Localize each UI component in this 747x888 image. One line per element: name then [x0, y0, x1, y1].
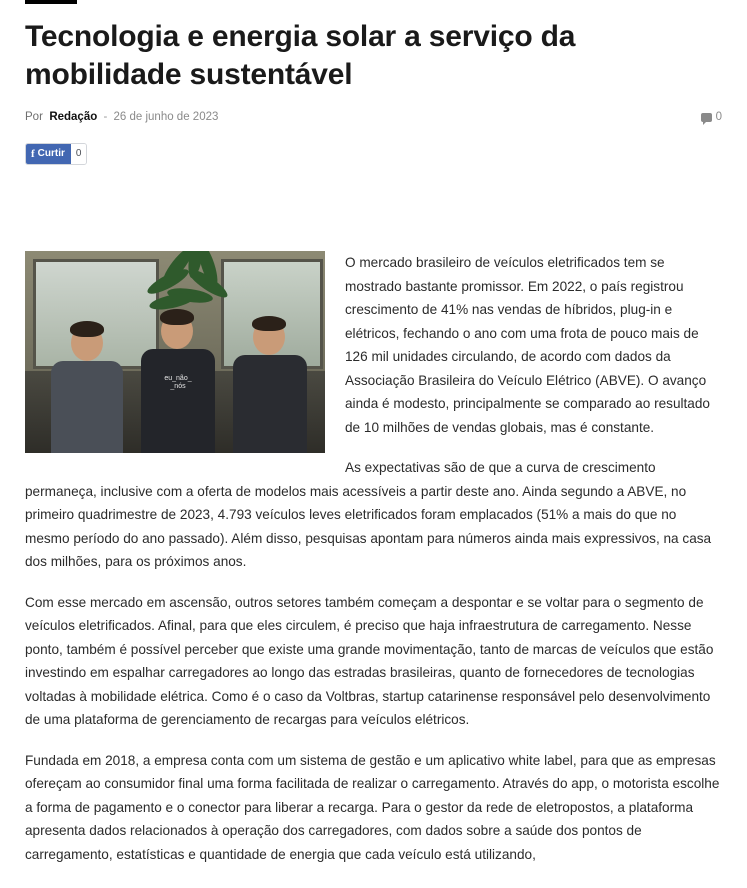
photo-person-right — [221, 313, 317, 453]
photo-person-center-hair — [160, 309, 194, 325]
article-container — [25, 0, 722, 866]
paragraph-2: As expectativas são de que a curva de crescimento permaneça, inclusive com a oferta de modelos mais acessíveis a partir deste ano. Ainda segundo a ABVE, no primeiro quadrimestre de 2023, 4.793 veículos leves eletrificados foram emplacados (51% a mais do que no mesmo período do ano passado). Além disso, pesquisas apontam para números ainda mais expressivos, na casa dos milhões, para os próximos anos. — [25, 460, 712, 569]
shirt-text: eu_não_ _nós — [164, 375, 192, 390]
article-body — [25, 251, 722, 866]
photo-person-left-torso — [51, 361, 123, 453]
byline-separator: - — [103, 111, 108, 123]
facebook-like-widget[interactable] — [25, 143, 87, 165]
photo-person-center — [129, 303, 225, 453]
facebook-f-icon: f — [31, 148, 35, 160]
paragraph-3: Com esse mercado em ascensão, outros setores também começam a despontar e se voltar para o segmento de veículos eletrificados. Afinal, para que eles circulem, é preciso que haja infraestrutura de carregamento. Nesse ponto, também é possível perceber que existe uma grande movimentação, tanto de marcas de veículos que estão investindo em espalhar carregadores ao longo das estradas brasileiras, quanto de fornecedores de tecnologias voltadas à mobilidade elétrica. Como é o caso da Voltbras, startup catarinense responsável pelo desenvolvimento de uma plataforma de gerenciamento de recargas para veículos elétricos. — [25, 594, 714, 727]
comment-count-value: 0 — [715, 111, 722, 123]
page-title: Tecnologia e energia solar a serviço da mobilidade sustentável — [25, 20, 576, 91]
article-figure — [25, 251, 325, 453]
paragraph-1: O mercado brasileiro de veículos eletrificados tem se mostrado bastante promissor. Em 2022, o país registrou crescimento de 41% nas vendas de híbridos, plug-in e elétricos, fechando o ano com uma frota de pouco mais de 126 mil unidades circulando, de acordo com dados da Associação Brasileira do Veículo Elétrico (ABVE). O avanço ainda é modesto, principalmente se comparado ao resultado de 10 milhões de vendas globais, mas é constante. — [345, 255, 710, 435]
article-photo — [25, 251, 325, 453]
photo-person-left — [39, 323, 131, 453]
paragraph-4: Fundada em 2018, a empresa conta com um sistema de gestão e um aplicativo white label, para que as empresas ofereçam ao consumidor final uma forma facilitada de realizar o carregamento. Através do app, o motorista escolhe a forma de pagamento e o conector para liberar a recarga. Para o gestor da rede de eletropostos, a plataforma apresenta dados relacionados à operação dos carregadores, com dados sobre a saúde dos pontos de carregamento, estatísticas e quantidade de energia que cada veículo está utilizando, — [25, 752, 720, 862]
photo-person-center-torso — [141, 349, 215, 453]
byline — [25, 110, 722, 124]
photo-person-right-torso — [233, 355, 307, 453]
comment-bubble-icon — [701, 113, 712, 122]
byline-by-label: Por — [25, 111, 43, 123]
facebook-like-count: 0 — [71, 144, 87, 164]
photo-person-right-hair — [252, 316, 286, 331]
byline-author-link[interactable]: Redação — [49, 111, 98, 123]
facebook-like-button[interactable] — [26, 144, 71, 164]
comment-count[interactable] — [701, 110, 722, 124]
photo-person-left-hair — [70, 321, 104, 337]
byline-date: 26 de junho de 2023 — [113, 111, 219, 123]
facebook-like-label: Curtir — [37, 148, 65, 159]
